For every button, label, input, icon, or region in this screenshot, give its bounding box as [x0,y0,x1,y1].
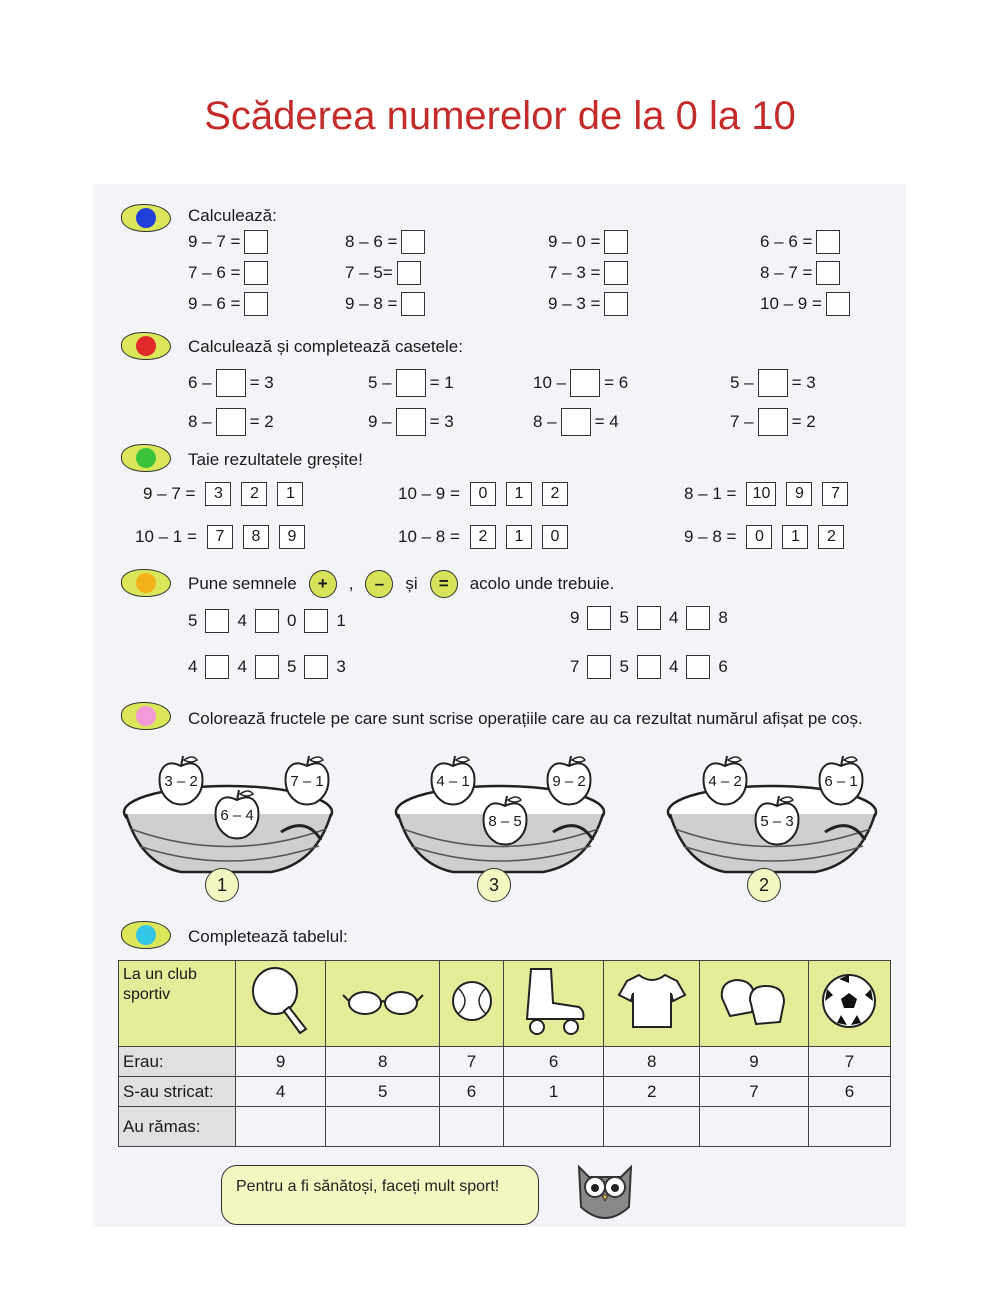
ex1-equation-text: 9 – 8 = [345,294,398,313]
page-title: Scăderea numerelor de la 0 la 10 [204,94,796,138]
ex2-left: 7 – [730,412,754,431]
sign-box[interactable] [587,655,611,679]
basket [393,754,608,904]
answer-box[interactable] [604,261,628,285]
ex2-right: = 6 [604,373,629,392]
ex2-right: = 3 [429,412,454,431]
answer-cell[interactable] [440,1107,503,1147]
ex1-equation-text: 9 – 6 = [188,294,241,313]
sign-box[interactable] [686,655,710,679]
bullet-pink [121,700,173,732]
ex2-right: = 3 [249,373,274,392]
bullet-cyan [121,919,173,951]
ex3-equation [398,525,568,549]
ex4-si: și [405,574,418,593]
table-cell: 8 [604,1047,699,1077]
ex4-row [570,655,728,679]
table-corner: La un club sportiv [119,961,236,1047]
ex3-equation [398,482,568,506]
table-cell: 6 [808,1077,890,1107]
answer-box[interactable] [826,292,850,316]
sign-box[interactable] [637,655,661,679]
apple-operation: 6 – 4 [220,807,254,824]
table-cell: 4 [236,1077,326,1107]
ex4-number: 4 [237,657,247,676]
ex2-right: = 4 [594,412,619,431]
ex4-number: 1 [336,611,346,630]
basket [665,754,880,904]
result-option[interactable]: 1 [277,482,303,506]
ex2-left: 10 – [533,373,567,392]
apple[interactable] [281,754,333,806]
result-option[interactable]: 2 [470,525,496,549]
ex2-right: = 3 [791,373,816,392]
ex1-equation [345,230,425,254]
ex4-instruction-a: Pune semnele [188,574,297,593]
sign-box[interactable] [255,609,279,633]
ex2-instruction: Calculează și completează casetele: [188,337,463,356]
ex3-equation-text: 9 – 8 = [684,527,737,546]
ex4-row [188,655,346,679]
ex2-equation [188,369,274,397]
bullet-red [121,330,173,362]
roller-skate-icon [503,961,604,1047]
result-option[interactable]: 1 [782,525,808,549]
ex4-row [188,609,346,633]
table-cell: 1 [503,1077,604,1107]
answer-box[interactable] [816,230,840,254]
boxing-gloves-icon [699,961,808,1047]
sign-box[interactable] [304,609,328,633]
ex1-equation [548,230,628,254]
ex1-equation-text: 9 – 7 = [188,232,241,251]
ex3-equation [684,525,844,549]
ex4-number: 5 [619,657,629,676]
answer-cell[interactable] [699,1107,808,1147]
equals-sign: = [430,570,458,598]
ex1-equation-text: 9 – 0 = [548,232,601,251]
ex2-left: 6 – [188,373,212,392]
ex1-equation-text: 9 – 3 = [548,294,601,313]
table-cell: 7 [440,1047,503,1077]
table-cell: 7 [808,1047,890,1077]
plus-sign: + [309,570,337,598]
missing-number-box[interactable] [561,408,591,436]
apple-operation: 6 – 1 [824,773,858,790]
answer-box[interactable] [604,230,628,254]
ex1-equation-text: 8 – 7 = [760,263,813,282]
sign-box[interactable] [686,606,710,630]
apple[interactable] [699,754,751,806]
tshirt-icon [604,961,699,1047]
apple[interactable] [427,754,479,806]
result-option[interactable]: 7 [822,482,848,506]
ex4-instruction-b: acolo unde trebuie. [469,574,615,593]
blue-dot [136,208,156,228]
ex4-number: 4 [188,657,198,676]
answer-box[interactable] [604,292,628,316]
ex3-equation-text: 10 – 8 = [398,527,460,546]
ex2-right: = 1 [429,373,454,392]
bullet-blue [121,202,173,234]
ex4-number: 3 [336,657,346,676]
result-option[interactable]: 0 [746,525,772,549]
ex4-number: 0 [286,611,297,630]
missing-number-box[interactable] [396,408,426,436]
apple-operation: 8 – 5 [488,813,522,830]
ex3-equation-text: 10 – 9 = [398,484,460,503]
ex3-equation-text: 9 – 7 = [143,484,196,503]
missing-number-box[interactable] [396,369,426,397]
answer-box[interactable] [244,292,268,316]
ex2-left: 5 – [730,373,754,392]
table-cell: 2 [604,1077,699,1107]
ex3-equation [135,525,305,549]
ball-icon [440,961,503,1047]
result-option[interactable]: 0 [542,525,568,549]
table-cell: 7 [699,1077,808,1107]
bullet-orange [121,567,173,599]
answer-box[interactable] [244,261,268,285]
ping-pong-paddle-icon [236,961,326,1047]
minus-sign: – [365,570,393,598]
ex1-instruction: Calculează: [188,206,277,225]
ex4-instruction [188,570,614,598]
ex1-equation-text: 8 – 6 = [345,232,398,251]
basket-number: 3 [477,868,511,902]
result-option[interactable]: 1 [506,482,532,506]
table-cell: 5 [326,1077,440,1107]
answer-cell[interactable] [604,1107,699,1147]
ex1-equation [548,292,628,316]
ex1-equation-text: 10 – 9 = [760,294,822,313]
bullet-green [121,442,173,474]
basket-number: 1 [205,868,239,902]
ex3-equation [684,482,848,506]
apple[interactable] [543,754,595,806]
answer-box[interactable] [397,261,421,285]
sign-box[interactable] [205,609,229,633]
ex3-instruction: Taie rezultatele greșite! [188,450,363,469]
apple-operation: 5 – 3 [760,813,794,830]
answer-box[interactable] [816,261,840,285]
ex2-equation [188,408,274,436]
sign-box[interactable] [205,655,229,679]
apple[interactable] [155,754,207,806]
apple-operation: 4 – 1 [436,773,470,790]
sign-box[interactable] [304,655,328,679]
ex4-number: 6 [718,657,728,676]
basket-number: 2 [747,868,781,902]
answer-box[interactable] [401,230,425,254]
worksheet [93,184,906,1227]
row-label-stricat: S-au stricat: [119,1077,236,1107]
ex1-equation [548,261,628,285]
ex2-equation [730,408,816,436]
apple-operation: 4 – 2 [708,773,742,790]
sign-box[interactable] [587,606,611,630]
ex4-number: 5 [286,657,297,676]
apple-operation: 3 – 2 [164,773,198,790]
answer-cell[interactable] [808,1107,890,1147]
ex1-equation [760,230,840,254]
result-option[interactable]: 7 [207,525,233,549]
ex1-equation [188,261,268,285]
ex2-left: 5 – [368,373,392,392]
result-option[interactable]: 10 [746,482,776,506]
ex2-equation [533,408,619,436]
apple[interactable] [751,794,803,846]
missing-number-box[interactable] [570,369,600,397]
ex1-equation [760,292,850,316]
ex4-number: 5 [619,608,629,627]
result-option[interactable]: 2 [542,482,568,506]
missing-number-box[interactable] [216,408,246,436]
ex5-instruction: Colorează fructele pe care sunt scrise operațiile care au ca rezultat numărul afișat pe coș. [188,709,863,728]
owl-icon [569,1159,641,1227]
apple[interactable] [211,788,263,840]
ex2-left: 8 – [533,412,557,431]
missing-number-box[interactable] [216,369,246,397]
ex2-right: = 2 [249,412,274,431]
result-option[interactable]: 9 [279,525,305,549]
result-option[interactable]: 9 [786,482,812,506]
result-option[interactable]: 1 [506,525,532,549]
answer-box[interactable] [401,292,425,316]
ex1-equation-text: 6 – 6 = [760,232,813,251]
ex1-equation-text: 7 – 3 = [548,263,601,282]
ex4-number: 4 [237,611,247,630]
ex2-equation [730,369,816,397]
ex4-comma: , [348,574,354,593]
ex1-equation [188,292,268,316]
ex3-equation [143,482,303,506]
ex1-equation [188,230,268,254]
ex4-number: 4 [668,657,679,676]
ex4-number: 9 [570,608,580,627]
result-option[interactable]: 0 [470,482,496,506]
row-label-erau: Erau: [119,1047,236,1077]
missing-number-box[interactable] [758,408,788,436]
ex4-number: 8 [718,608,728,627]
sign-box[interactable] [637,606,661,630]
basket [121,754,336,904]
result-option[interactable]: 2 [241,482,267,506]
missing-number-box[interactable] [758,369,788,397]
table-cell: 6 [503,1047,604,1077]
soccer-ball-icon [808,961,890,1047]
ex2-right: = 2 [791,412,816,431]
ex2-equation [533,369,628,397]
ex6-instruction: Completează tabelul: [188,927,348,946]
sign-box[interactable] [255,655,279,679]
ex4-number: 7 [570,657,580,676]
ex1-equation [760,261,840,285]
apple[interactable] [815,754,867,806]
table-cell: 9 [699,1047,808,1077]
ex1-equation-text: 7 – 5= [345,263,393,282]
result-option[interactable]: 2 [818,525,844,549]
answer-cell[interactable] [503,1107,604,1147]
answer-box[interactable] [244,230,268,254]
ex2-left: 8 – [188,412,212,431]
ex4-row [570,606,728,630]
ex1-equation [345,261,421,285]
table-cell: 8 [326,1047,440,1077]
ex1-equation-text: 7 – 6 = [188,263,241,282]
table-cell: 9 [236,1047,326,1077]
table-cell: 6 [440,1077,503,1107]
apple[interactable] [479,794,531,846]
ex2-left: 9 – [368,412,392,431]
result-option[interactable]: 8 [243,525,269,549]
row-label-ramas: Au rămas: [119,1107,236,1147]
ex3-equation-text: 10 – 1 = [135,527,197,546]
speech-bubble: Pentru a fi sănătoși, faceți mult sport! [221,1165,539,1225]
ex3-equation-text: 8 – 1 = [684,484,737,503]
sports-table [118,960,891,1147]
result-option[interactable]: 3 [205,482,231,506]
ex1-equation [345,292,425,316]
ex4-number: 4 [668,608,679,627]
ex2-equation [368,408,454,436]
apple-operation: 7 – 1 [290,773,324,790]
answer-cell[interactable] [326,1107,440,1147]
apple-operation: 9 – 2 [552,773,586,790]
ex2-equation [368,369,454,397]
answer-cell[interactable] [236,1107,326,1147]
ex4-number: 5 [188,611,198,630]
goggles-icon [326,961,440,1047]
